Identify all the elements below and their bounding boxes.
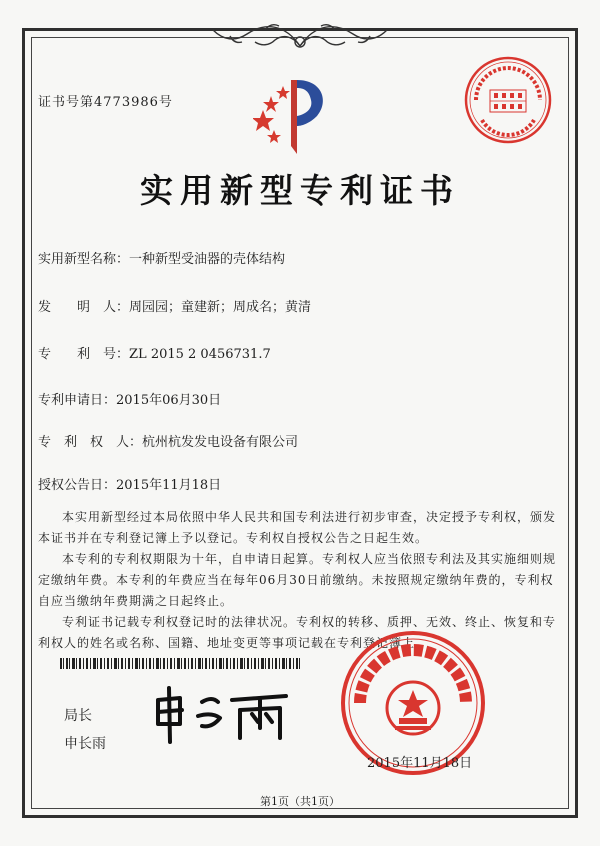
director-name: 申长雨: [64, 736, 106, 752]
page-number: 第1页（共1页）: [260, 795, 340, 808]
certificate-title: 实用新型专利证书: [140, 171, 460, 210]
field-value: ZL 2015 2 0456731.7: [129, 347, 271, 362]
patent-office-logo: [253, 72, 333, 162]
field-utility-model-name: [38, 248, 285, 267]
certificate-number: 证书号第4773986号: [38, 95, 173, 110]
field-label: 授权公告日：: [38, 478, 117, 493]
field-label: 专 利 权 人：: [38, 435, 143, 450]
field-grant-date: [38, 474, 221, 493]
field-inventors: [38, 296, 311, 315]
field-label: 实用新型名称：: [38, 252, 130, 267]
field-value: 一种新型受油器的壳体结构: [129, 252, 286, 267]
field-application-date: [38, 389, 221, 408]
paragraph-grant: 本实用新型经过本局依照中华人民共和国专利法进行初步审查，决定授予专利权，颁发本证书并在专利登记簿上予以登记。专利权自授权公告之日起生效。: [38, 510, 557, 545]
field-value: 周园园；童建新；周成名；黄清: [129, 300, 312, 315]
director-signature: [140, 680, 300, 750]
barcode: [60, 658, 300, 669]
field-value: 杭州杭发发电设备有限公司: [142, 435, 299, 450]
paragraph-legal-status: 专利证书记载专利权登记时的法律状况。专利权的转移、质押、无效、终止、恢复和专利权人的姓名或名称、国籍、地址变更等事项记载在专利登记簿上。: [38, 615, 557, 650]
field-patent-number: [38, 343, 271, 362]
top-ornament: [205, 16, 395, 56]
field-label: 专 利 号：: [38, 347, 130, 362]
director-title: 局长: [64, 708, 92, 724]
seal-date: 2015年11月18日: [367, 756, 473, 771]
field-patentee: [38, 431, 298, 450]
paragraph-term: 本专利的专利权期限为十年，自申请日起算。专利权人应当依照专利法及其实施细则规定缴纳年费。本专利的年费应当在每年06月30日前缴纳。未按照规定缴纳年费的，专利权自应当缴纳年费期满之日起终止。: [38, 552, 557, 608]
field-value: 2015年06月30日: [116, 393, 222, 408]
field-label: 专利申请日：: [38, 393, 117, 408]
field-value: 2015年11月18日: [116, 478, 222, 493]
small-red-seal: [462, 54, 554, 146]
field-label: 发 明 人：: [38, 300, 130, 315]
